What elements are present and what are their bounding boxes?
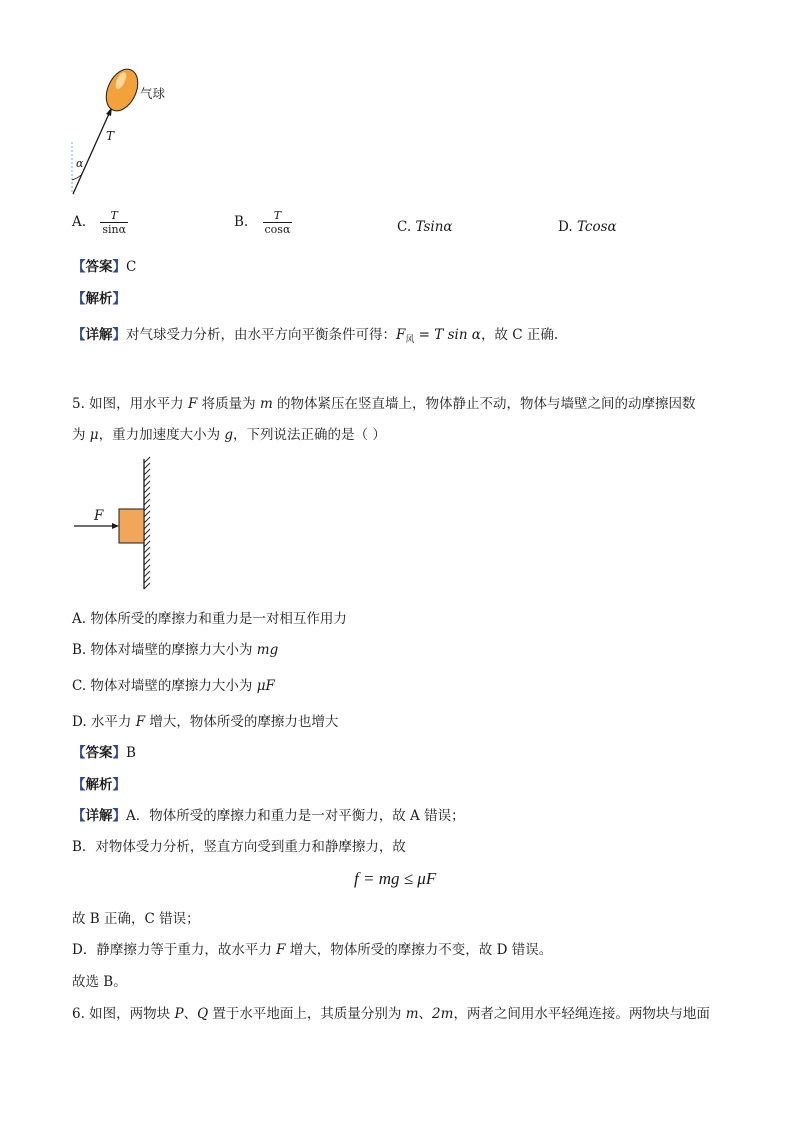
angle-label: α — [76, 157, 84, 170]
denominator: sinα — [102, 222, 127, 236]
q4-answer-line — [72, 255, 136, 275]
balloon-label: 气球 — [140, 86, 166, 101]
analysis-tag: 【解析】 — [72, 291, 126, 307]
detail-text: 对气球受力分析，由水平方向平衡条件可得： — [126, 327, 396, 343]
q5-option-b: B. 物体对墙壁的摩擦力大小为 mg — [72, 642, 279, 658]
option-letter: A. — [72, 214, 87, 231]
denominator: cosα — [264, 222, 291, 236]
option-letter: B. — [234, 214, 249, 231]
force-label: F — [94, 508, 104, 524]
balloon-diagram — [62, 62, 182, 202]
q5-option-d: D. 水平力 F 增大，物体所受的摩擦力也增大 — [72, 714, 339, 730]
q5-stem-line-1: 5. 如图，用水平力 F 将质量为 m 的物体紧压在竖直墙上，物体静止不动，物体与墙壁之间的动摩擦因数 — [72, 396, 696, 412]
q5-detail-line-d: D．静摩擦力等于重力，故水平力 F 增大，物体所受的摩擦力不变，故 D 错误。 — [72, 942, 553, 958]
fraction — [263, 210, 293, 235]
tension-rope — [73, 107, 115, 194]
tension-label: T — [106, 129, 115, 143]
q4-option-c — [397, 219, 453, 235]
equation-text: = T sin α — [414, 327, 481, 343]
detail-tag: 【详解】 — [72, 808, 126, 824]
answer-value: B — [126, 745, 136, 761]
q4-option-b — [234, 210, 292, 235]
q5-detail-line-a — [72, 804, 465, 824]
answer-tag: 【答案】 — [72, 259, 126, 275]
detail-text: A．物体所受的摩擦力和重力是一对平衡力，故 A 错误； — [126, 808, 465, 824]
fraction — [100, 210, 128, 235]
force-arrowhead — [112, 523, 119, 529]
q5-option-c: C. 物体对墙壁的摩擦力大小为 μF — [72, 678, 275, 694]
q5-conclusion: 故选 B。 — [72, 974, 127, 990]
q4-analysis-line — [72, 287, 126, 307]
detail-tag: 【详解】 — [72, 327, 126, 343]
answer-tag: 【答案】 — [72, 745, 126, 761]
q4-detail-line — [72, 323, 558, 345]
option-text: Tsinα — [415, 219, 453, 235]
q4-option-d — [558, 219, 617, 235]
wall-block-diagram — [70, 455, 160, 595]
q5-option-a: A. 物体所受的摩擦力和重力是一对相互作用力 — [72, 611, 347, 627]
q5-detail-line-b: B．对物体受力分析，竖直方向受到重力和静摩擦力，故 — [72, 839, 406, 855]
option-letter: D. — [558, 219, 573, 235]
force-subscript: 风 — [405, 335, 415, 345]
q5-equation: f = mg ≤ μF — [354, 869, 437, 888]
force-symbol: F — [396, 327, 406, 343]
block — [119, 509, 144, 543]
q4-option-a — [72, 210, 128, 235]
balloon-icon — [100, 64, 144, 116]
wall-hatching — [144, 457, 150, 589]
numerator: T — [110, 209, 118, 222]
analysis-tag: 【解析】 — [72, 777, 126, 793]
answer-value: C — [126, 259, 137, 275]
q5-stem-line-2: 为 μ，重力加速度大小为 g，下列说法正确的是（ ） — [72, 427, 386, 443]
q5-analysis-line — [72, 773, 126, 793]
numerator: T — [273, 209, 282, 222]
detail-conclusion: ，故 C 正确. — [480, 327, 559, 343]
q5-detail-line-b2: 故 B 正确，C 错误； — [72, 911, 200, 927]
q5-answer-line — [72, 741, 136, 761]
option-letter: C. — [397, 219, 412, 235]
q6-stem-line-1: 6. 如图，两物块 P、Q 置于水平地面上，其质量分别为 m、2m，两者之间用水平轻绳连接。两物块与地面 — [72, 1006, 710, 1022]
option-text: Tcosα — [576, 219, 617, 235]
